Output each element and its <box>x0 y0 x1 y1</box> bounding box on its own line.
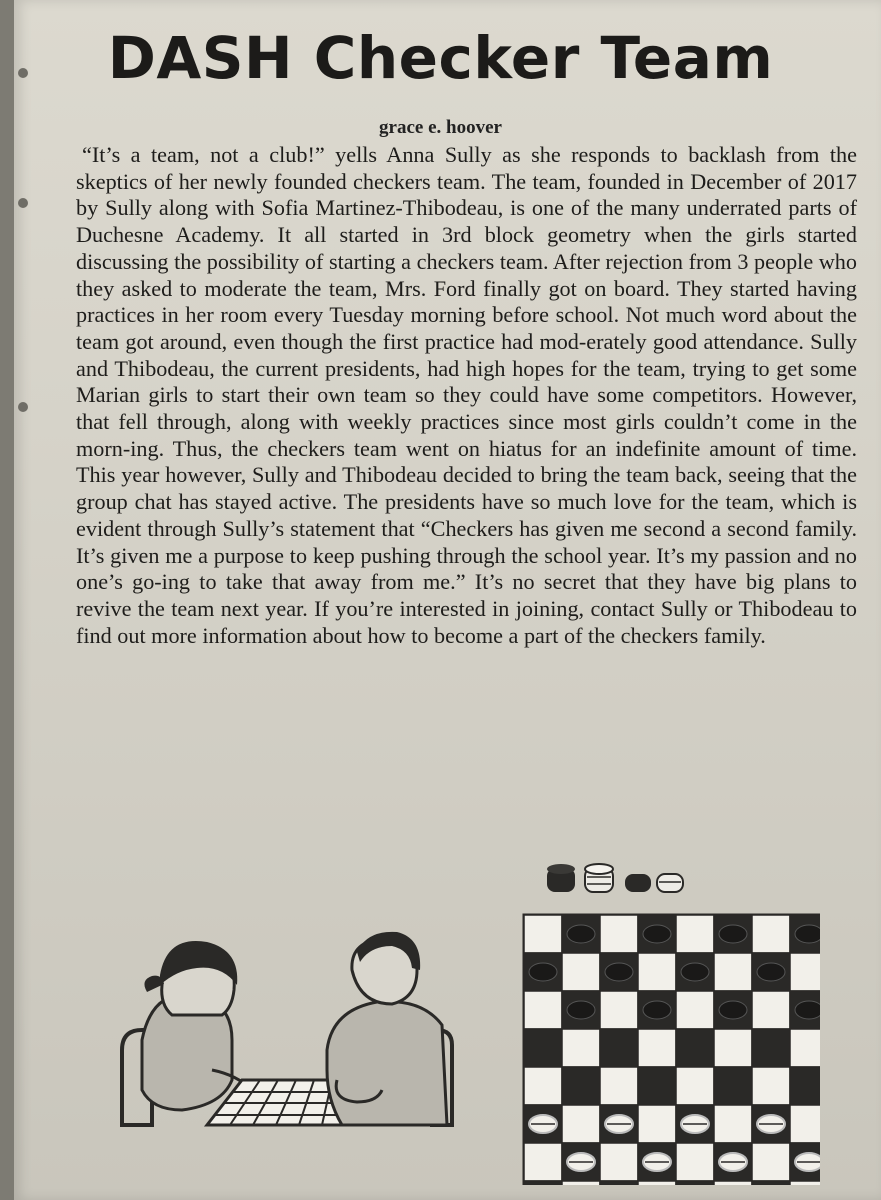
single-dark-piece <box>625 874 651 892</box>
dark-checker-piece <box>529 963 557 981</box>
board-square-light <box>714 1181 752 1185</box>
dark-checker-piece <box>681 963 709 981</box>
board-square-light <box>524 1143 562 1181</box>
board-square-light <box>524 991 562 1029</box>
board-square-light <box>676 915 714 953</box>
board-square-light <box>676 1143 714 1181</box>
board-square-light <box>562 1181 600 1185</box>
board-square-light <box>638 1105 676 1143</box>
board-square-light <box>600 915 638 953</box>
dark-checker-piece <box>643 925 671 943</box>
board-square-light <box>752 1143 790 1181</box>
board-square-light <box>638 1181 676 1185</box>
board-square-dark <box>676 1181 714 1185</box>
board-square-light <box>524 1067 562 1105</box>
checkerboard-illustration <box>522 913 820 1185</box>
stacked-dark-piece <box>547 864 575 892</box>
board-square-light <box>714 1105 752 1143</box>
dark-checker-piece <box>719 1001 747 1019</box>
article-byline: grace e. hoover <box>379 117 502 138</box>
board-square-dark <box>638 1067 676 1105</box>
article-title: DASH Checker Team <box>107 24 774 92</box>
board-square-light <box>752 1067 790 1105</box>
two-people-playing-checkers-illustration <box>112 930 478 1130</box>
board-square-light <box>752 915 790 953</box>
dark-checker-piece <box>605 963 633 981</box>
board-square-dark <box>752 1181 790 1185</box>
board-square-dark <box>752 1029 790 1067</box>
board-square-light <box>638 953 676 991</box>
board-square-light <box>600 991 638 1029</box>
dark-checker-piece <box>795 925 820 943</box>
board-square-light <box>562 1029 600 1067</box>
board-square-light <box>600 1143 638 1181</box>
board-square-dark <box>524 1029 562 1067</box>
punch-hole <box>18 402 28 412</box>
board-square-dark <box>676 1029 714 1067</box>
dark-checker-piece <box>643 1001 671 1019</box>
article-body: “It’s a team, not a club!” yells Anna Sully as she responds to backlash from the skeptics of her newly founded checkers team. The team, founded in December of 2017 by Sully along with Sofia Martinez-Thibodeau, is one of the many underrated parts of Duchesne Academy. It all started in 3rd block geometry when the girls started discussing the possibility of starting a checkers team. After rejection from 3 people who they asked to moderate the team, Mrs. Ford finally got on board. They started having practices in her room every Tuesday morning before school. Not much word about the team got around, even though the first practice had mod-erately good attendance. Sully and Thibodeau, the current presidents, had high hopes for the team, trying to get some Marian girls to start their own team so they could have some competitors. However, that fell through, along with weekly practices since most girls couldn’t come in the morn-ing. Thus, the checkers team went on hiatus for an indefinite amount of time. This year however, Sully and Thibodeau decided to bring the team back, seeing that the group chat has stayed active. The presidents have so much love for the team, which is evident through Sully’s statement that “Checkers has given me second a second family. It’s given me a purpose to keep pushing through the school year. It’s my passion and no one’s go-ing to take that away from me.” It’s no secret that they have big plans to revive the team next year. If you’re interested in joining, contact Sully or Thibodeau to find out more information about how to become a part of the checkers family. <box>76 142 857 648</box>
board-square-light <box>524 915 562 953</box>
checker-pieces-icon <box>545 860 695 896</box>
board-square-light <box>790 1181 820 1185</box>
board-square-light <box>562 1105 600 1143</box>
board-square-dark <box>524 1181 562 1185</box>
stacked-light-piece <box>585 864 613 892</box>
board-square-dark <box>562 1067 600 1105</box>
board-square-dark <box>790 1067 820 1105</box>
board-square-light <box>714 1029 752 1067</box>
board-square-light <box>676 1067 714 1105</box>
board-square-light <box>790 1105 820 1143</box>
dark-checker-piece <box>567 925 595 943</box>
board-square-light <box>790 1029 820 1067</box>
dark-checker-piece <box>795 1001 820 1019</box>
checkerboard <box>522 913 820 1185</box>
board-square-light <box>638 1029 676 1067</box>
dark-checker-piece <box>567 1001 595 1019</box>
board-square-dark <box>714 1067 752 1105</box>
dark-checker-piece <box>719 925 747 943</box>
punch-hole <box>18 198 28 208</box>
dark-checker-piece <box>757 963 785 981</box>
board-square-light <box>562 953 600 991</box>
single-light-piece <box>657 874 683 892</box>
board-square-light <box>790 953 820 991</box>
board-square-dark <box>600 1029 638 1067</box>
board-square-light <box>752 991 790 1029</box>
man-figure <box>327 932 452 1125</box>
board-square-light <box>714 953 752 991</box>
board-square-dark <box>600 1181 638 1185</box>
board-square-light <box>676 991 714 1029</box>
board-square-light <box>600 1067 638 1105</box>
